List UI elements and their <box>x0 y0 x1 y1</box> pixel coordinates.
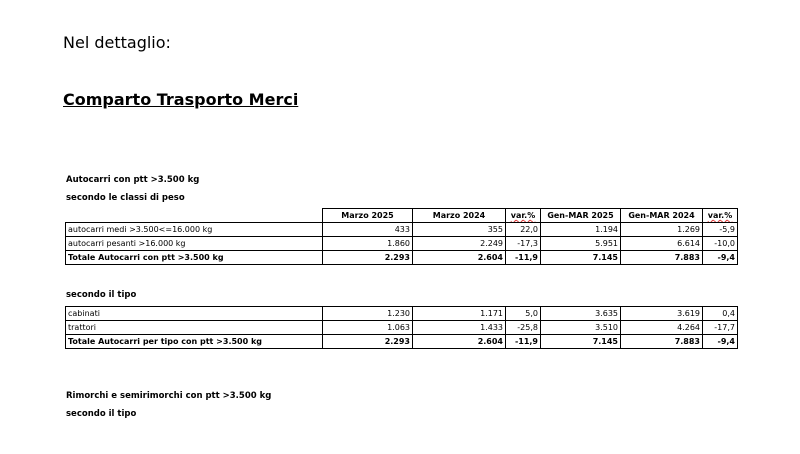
row-label: Totale Autocarri per tipo con ptt >3.500 kg <box>66 335 323 349</box>
cell-value: 5,0 <box>506 307 541 321</box>
cell-value: 433 <box>323 223 413 237</box>
total-row <box>66 335 738 349</box>
cell-value: 2.293 <box>323 251 413 265</box>
row-label: Totale Autocarri con ptt >3.500 kg <box>66 251 323 265</box>
cell-value: 355 <box>413 223 506 237</box>
table-row <box>66 321 738 335</box>
cell-value: 1.230 <box>323 307 413 321</box>
cell-value: 6.614 <box>621 237 703 251</box>
trailers-type-label: secondo il tipo <box>66 409 137 419</box>
cell-value: 2.293 <box>323 335 413 349</box>
cell-value: 1.860 <box>323 237 413 251</box>
cell-value: -9,4 <box>703 251 738 265</box>
cell-value: 1.171 <box>413 307 506 321</box>
cell-value: 3.619 <box>621 307 703 321</box>
type-table <box>65 306 738 349</box>
header-cell <box>66 209 323 223</box>
cell-value: 7.883 <box>621 335 703 349</box>
cell-value: 5.951 <box>541 237 621 251</box>
section-title: Comparto Trasporto Merci <box>63 90 299 109</box>
header-cell: Gen-MAR 2025 <box>541 209 621 223</box>
table-row <box>66 307 738 321</box>
table-row <box>66 223 738 237</box>
trailers-title: Rimorchi e semirimorchi con ptt >3.500 kg <box>66 391 272 401</box>
cell-value: 2.249 <box>413 237 506 251</box>
cell-value: 22,0 <box>506 223 541 237</box>
intro-text: Nel dettaglio: <box>63 33 171 52</box>
row-label: autocarri pesanti >16.000 kg <box>66 237 323 251</box>
cell-value: 1.194 <box>541 223 621 237</box>
row-label: autocarri medi >3.500<=16.000 kg <box>66 223 323 237</box>
cell-value: 2.604 <box>413 251 506 265</box>
total-row <box>66 251 738 265</box>
cell-value: 1.269 <box>621 223 703 237</box>
cell-value: -17,7 <box>703 321 738 335</box>
cell-value: 2.604 <box>413 335 506 349</box>
cell-value: 7.883 <box>621 251 703 265</box>
type-label: secondo il tipo <box>66 290 137 300</box>
header-cell: Marzo 2024 <box>413 209 506 223</box>
cell-value: 7.145 <box>541 335 621 349</box>
cell-value: 1.433 <box>413 321 506 335</box>
weight-class-table <box>65 208 738 265</box>
cell-value: 1.063 <box>323 321 413 335</box>
cell-value: -17,3 <box>506 237 541 251</box>
trucks-title: Autocarri con ptt >3.500 kg <box>66 175 200 185</box>
cell-value: -5,9 <box>703 223 738 237</box>
cell-value: -11,9 <box>506 251 541 265</box>
header-cell: Marzo 2025 <box>323 209 413 223</box>
row-label: trattori <box>66 321 323 335</box>
cell-value: 3.510 <box>541 321 621 335</box>
header-cell: var.% <box>703 209 738 223</box>
cell-value: -11,9 <box>506 335 541 349</box>
cell-value: -10,0 <box>703 237 738 251</box>
cell-value: 0,4 <box>703 307 738 321</box>
cell-value: -9,4 <box>703 335 738 349</box>
weight-class-label: secondo le classi di peso <box>66 193 185 203</box>
table-row <box>66 237 738 251</box>
header-cell: var.% <box>506 209 541 223</box>
cell-value: -25,8 <box>506 321 541 335</box>
row-label: cabinati <box>66 307 323 321</box>
cell-value: 7.145 <box>541 251 621 265</box>
table-header-row <box>66 209 738 223</box>
cell-value: 4.264 <box>621 321 703 335</box>
header-cell: Gen-MAR 2024 <box>621 209 703 223</box>
cell-value: 3.635 <box>541 307 621 321</box>
